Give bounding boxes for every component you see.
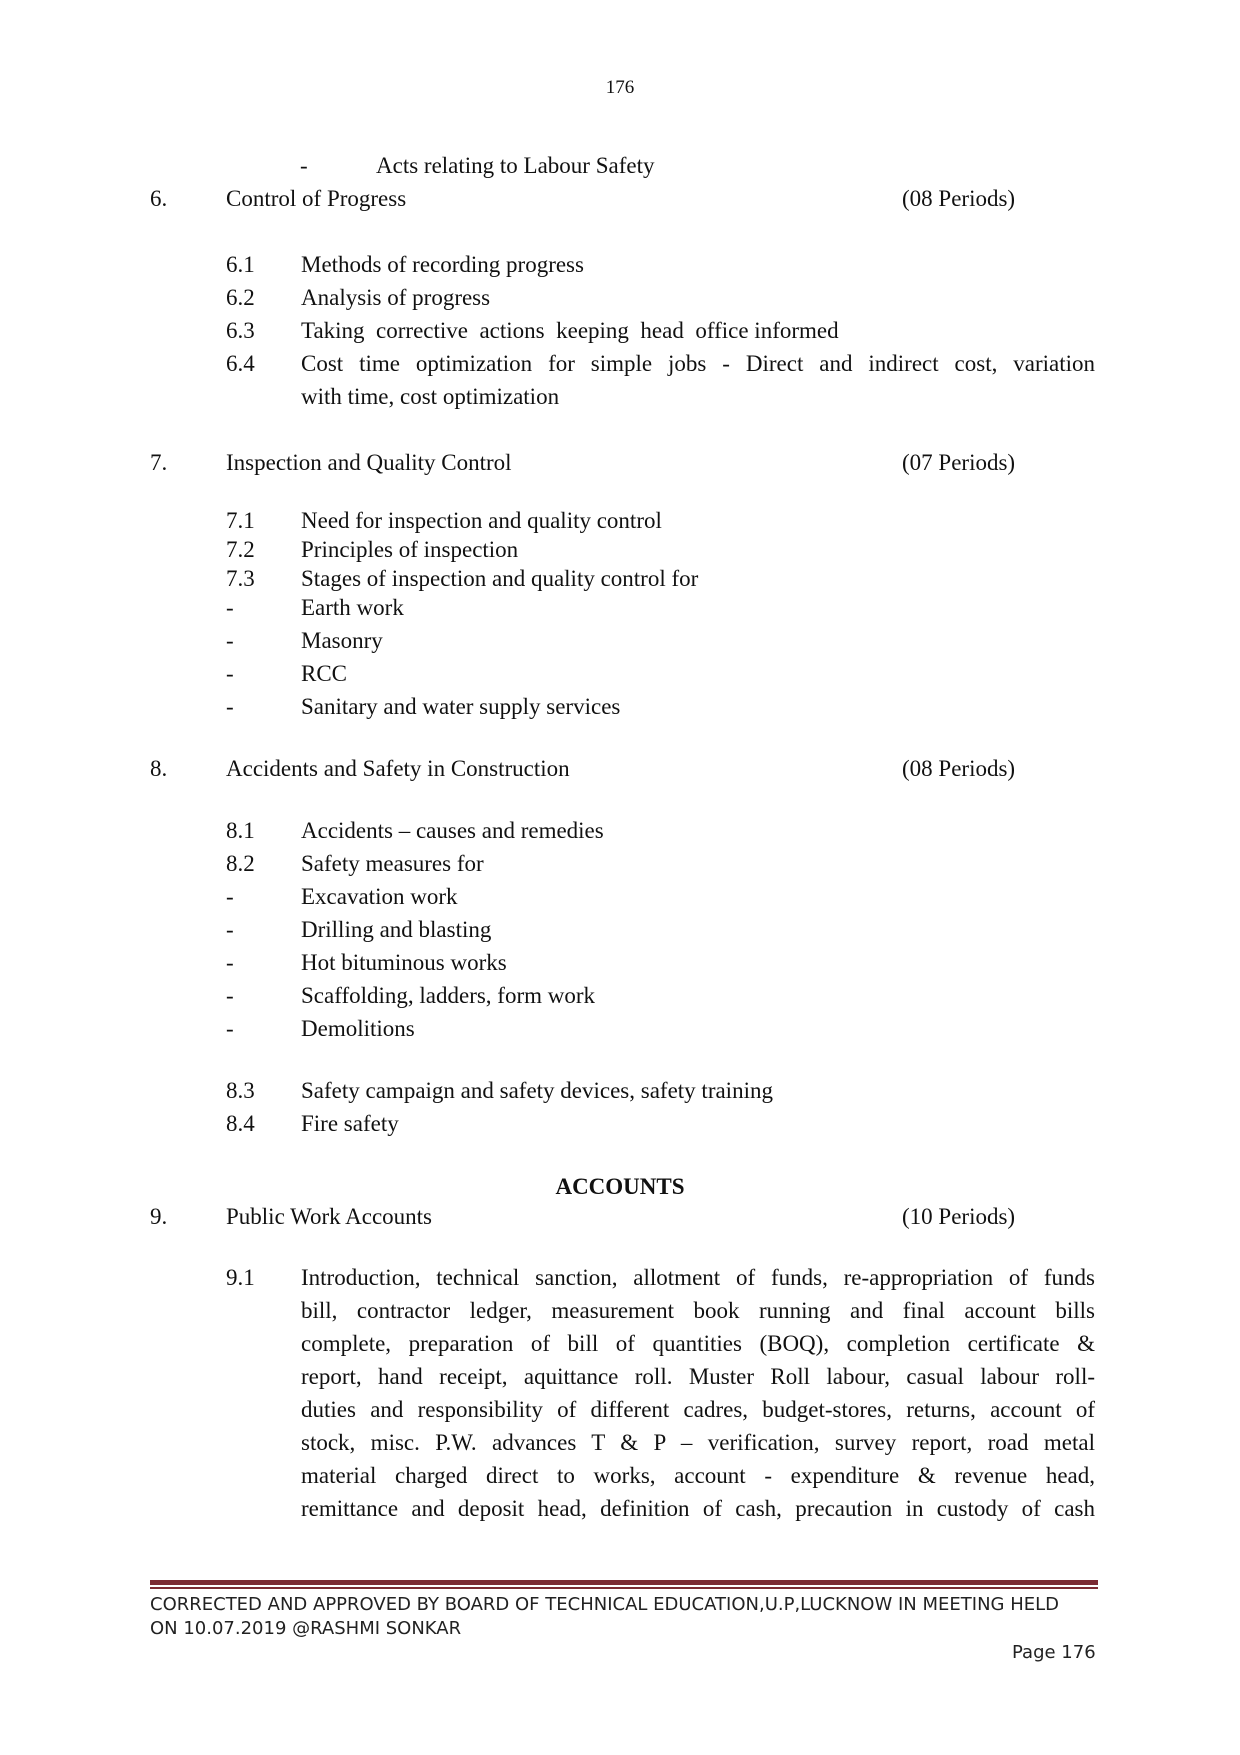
item-text: Cost time optimization for simple jobs - Direct and indirect cost, variation: [301, 351, 1095, 376]
paragraph-line: complete, preparation of bill of quantities (BOQ), completion certificate &: [301, 1331, 1095, 1356]
item-number: 9.1: [226, 1265, 255, 1290]
accounts-heading: ACCOUNTS: [555, 1174, 685, 1199]
section-periods: (08 Periods): [902, 756, 1016, 781]
item-number: 6.3: [226, 318, 255, 343]
item-text: Taking corrective actions keeping head office informed: [301, 318, 839, 343]
paragraph-line: Introduction, technical sanction, allotment of funds, re-appropriation of funds: [301, 1265, 1095, 1290]
item-number: 8.4: [226, 1111, 255, 1136]
section-title: Inspection and Quality Control: [226, 450, 512, 475]
bullet-dash: -: [226, 628, 234, 653]
footer-date-line: ON 10.07.2019 @RASHMI SONKAR: [150, 1618, 462, 1639]
item-number: 8.1: [226, 818, 255, 843]
section-periods: (10 Periods): [902, 1204, 1016, 1229]
item-text: Earth work: [301, 595, 404, 620]
paragraph-line: remittance and deposit head, definition of cash, precaution in custody of cash: [301, 1496, 1095, 1521]
section-title: Control of Progress: [226, 186, 407, 211]
item-number: 7.3: [226, 566, 255, 591]
paragraph-line: bill, contractor ledger, measurement book running and final account bills: [301, 1298, 1095, 1323]
footer-approval-line: CORRECTED AND APPROVED BY BOARD OF TECHNICAL EDUCATION,U.P,LUCKNOW IN MEETING HELD: [150, 1594, 1059, 1615]
item-text: Hot bituminous works: [301, 950, 507, 975]
item-text: Accidents – causes and remedies: [301, 818, 604, 843]
item-number: 8.2: [226, 851, 255, 876]
section-periods: (08 Periods): [902, 186, 1016, 211]
bullet-dash: -: [226, 595, 234, 620]
bullet-dash: -: [226, 950, 234, 975]
paragraph-line: report, hand receipt, aquittance roll. Muster Roll labour, casual labour roll-: [301, 1364, 1095, 1389]
page-number-top: 176: [605, 77, 635, 98]
item-text: Masonry: [301, 628, 383, 653]
bullet-dash: -: [300, 153, 308, 178]
section-number: 7.: [150, 450, 168, 475]
section-title: Public Work Accounts: [226, 1204, 432, 1229]
footer-rule-thin: [150, 1587, 1098, 1589]
item-text: Safety campaign and safety devices, safety training: [301, 1078, 773, 1103]
item-number: 8.3: [226, 1078, 255, 1103]
section-number: 8.: [150, 756, 168, 781]
list-item-text: Acts relating to Labour Safety: [376, 153, 655, 178]
bullet-dash: -: [226, 694, 234, 719]
section-periods: (07 Periods): [902, 450, 1016, 475]
item-text: Scaffolding, ladders, form work: [301, 983, 596, 1008]
bullet-dash: -: [226, 1016, 234, 1041]
item-text-continued: with time, cost optimization: [301, 384, 560, 409]
item-text: Analysis of progress: [301, 285, 491, 310]
paragraph-line: stock, misc. P.W. advances T & P – verification, survey report, road metal: [301, 1430, 1095, 1455]
section-number: 6.: [150, 186, 168, 211]
item-text: Demolitions: [301, 1016, 415, 1041]
footer-rule: [150, 1580, 1098, 1585]
bullet-dash: -: [226, 884, 234, 909]
footer-page-number: Page 176: [1012, 1642, 1096, 1663]
item-number: 7.1: [226, 508, 255, 533]
item-text: Sanitary and water supply services: [301, 694, 621, 719]
item-text: Drilling and blasting: [301, 917, 492, 942]
item-text: Need for inspection and quality control: [301, 508, 662, 533]
section-number: 9.: [150, 1204, 168, 1229]
section-title: Accidents and Safety in Construction: [226, 756, 570, 781]
item-text: Excavation work: [301, 884, 458, 909]
item-text: Principles of inspection: [301, 537, 519, 562]
item-number: 7.2: [226, 537, 255, 562]
bullet-dash: -: [226, 917, 234, 942]
paragraph-line: duties and responsibility of different cadres, budget-stores, returns, account of: [301, 1397, 1095, 1422]
paragraph-line: material charged direct to works, account - expenditure & revenue head,: [301, 1463, 1095, 1488]
item-number: 6.2: [226, 285, 255, 310]
item-number: 6.1: [226, 252, 255, 277]
item-text: Fire safety: [301, 1111, 399, 1136]
bullet-dash: -: [226, 661, 234, 686]
item-number: 6.4: [226, 351, 255, 376]
item-text: Safety measures for: [301, 851, 484, 876]
item-text: Methods of recording progress: [301, 252, 584, 277]
item-text: Stages of inspection and quality control for: [301, 566, 699, 591]
item-text: RCC: [301, 661, 348, 686]
bullet-dash: -: [226, 983, 234, 1008]
